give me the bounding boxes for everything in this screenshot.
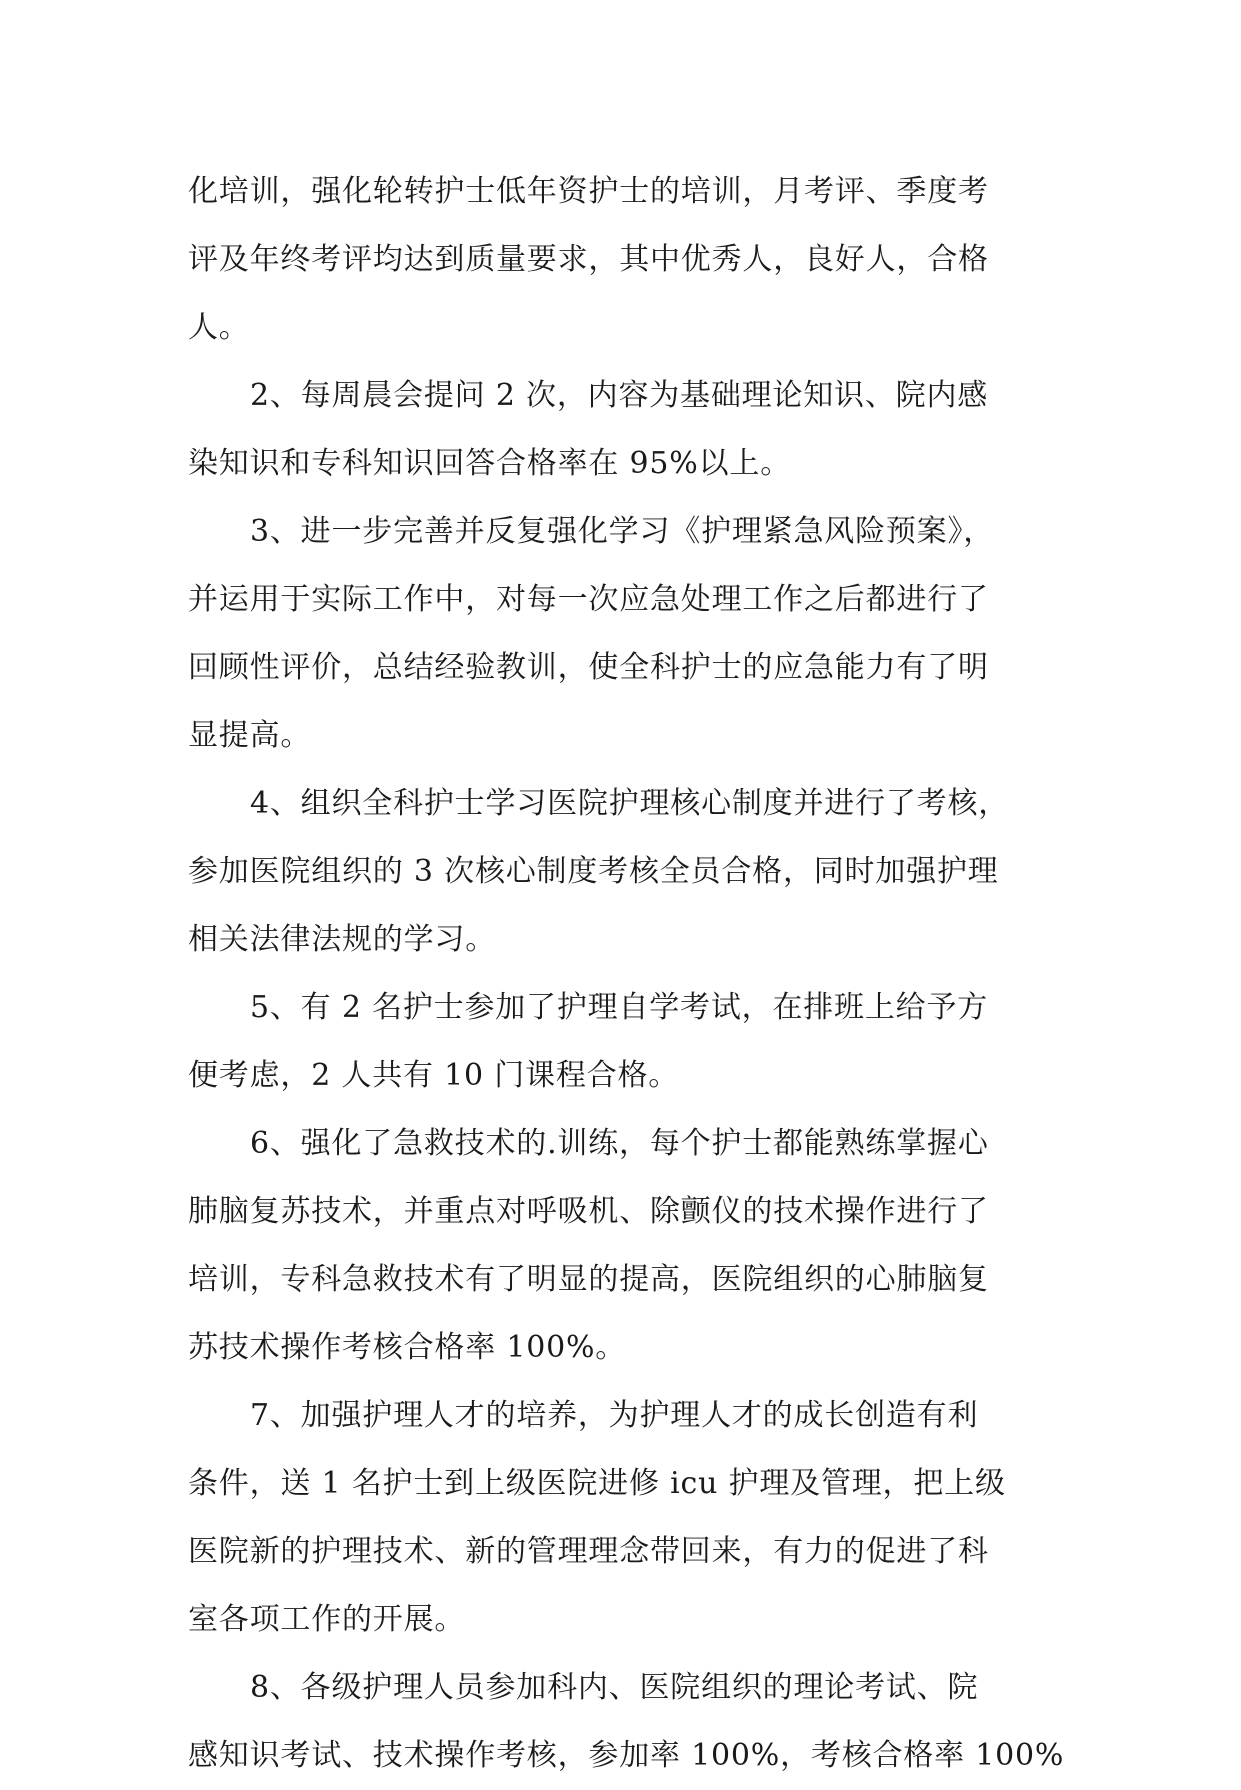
text-line: 8、各级护理人员参加科内、医院组织的理论考试、院 [250, 1670, 979, 1705]
paragraph-5 [188, 974, 1058, 1110]
paragraph-1 [188, 158, 1058, 362]
paragraph-3 [188, 498, 1058, 770]
paragraph-4 [188, 770, 1058, 974]
text-line: 化培训，强化轮转护士低年资护士的培训，月考评、季度考 [188, 174, 989, 209]
text-line: 并运用于实际工作中，对每一次应急处理工作之后都进行了 [188, 582, 989, 617]
text-line: 染知识和专科知识回答合格率在 95%以上。 [188, 446, 792, 481]
text-line: 人。 [188, 310, 250, 345]
text-line: 条件，送 1 名护士到上级医院进修 icu 护理及管理，把上级 [188, 1466, 1006, 1501]
text-line: 5、有 2 名护士参加了护理自学考试，在排班上给予方 [250, 990, 989, 1025]
text-line: 2、每周晨会提问 2 次，内容为基础理论知识、院内感 [250, 378, 989, 413]
text-line: 评及年终考评均达到质量要求，其中优秀人，良好人，合格 [188, 242, 989, 277]
text-line: 3、进一步完善并反复强化学习《护理紧急风险预案》， [250, 514, 995, 549]
text-line: 回顾性评价，总结经验教训，使全科护士的应急能力有了明 [188, 650, 989, 685]
text-line: 6、强化了急救技术的.训练，每个护士都能熟练掌握心 [250, 1126, 989, 1161]
text-line: 苏技术操作考核合格率 100%。 [188, 1330, 627, 1365]
text-line: 感知识考试、技术操作考核，参加率 100%，考核合格率 100% [188, 1738, 1065, 1773]
paragraph-6 [188, 1110, 1058, 1382]
paragraph-8 [188, 1654, 1065, 1790]
text-line: 显提高。 [188, 718, 312, 753]
document-body [188, 158, 1065, 1790]
text-line: 便考虑，2 人共有 10 门课程合格。 [188, 1058, 680, 1093]
text-line: 4、组织全科护士学习医院护理核心制度并进行了考核， [250, 786, 1010, 821]
text-line: 培训，专科急救技术有了明显的提高，医院组织的心肺脑复 [188, 1262, 989, 1297]
paragraph-2 [188, 362, 1058, 498]
text-line: 肺脑复苏技术，并重点对呼吸机、除颤仪的技术操作进行了 [188, 1194, 989, 1229]
paragraph-7 [188, 1382, 1058, 1654]
text-line: 相关法律法规的学习。 [188, 922, 496, 957]
text-line: 参加医院组织的 3 次核心制度考核全员合格，同时加强护理 [188, 854, 999, 889]
text-line: 7、加强护理人才的培养，为护理人才的成长创造有利 [250, 1398, 979, 1433]
text-line: 医院新的护理技术、新的管理理念带回来，有力的促进了科 [188, 1534, 989, 1569]
text-line: 室各项工作的开展。 [188, 1602, 466, 1637]
